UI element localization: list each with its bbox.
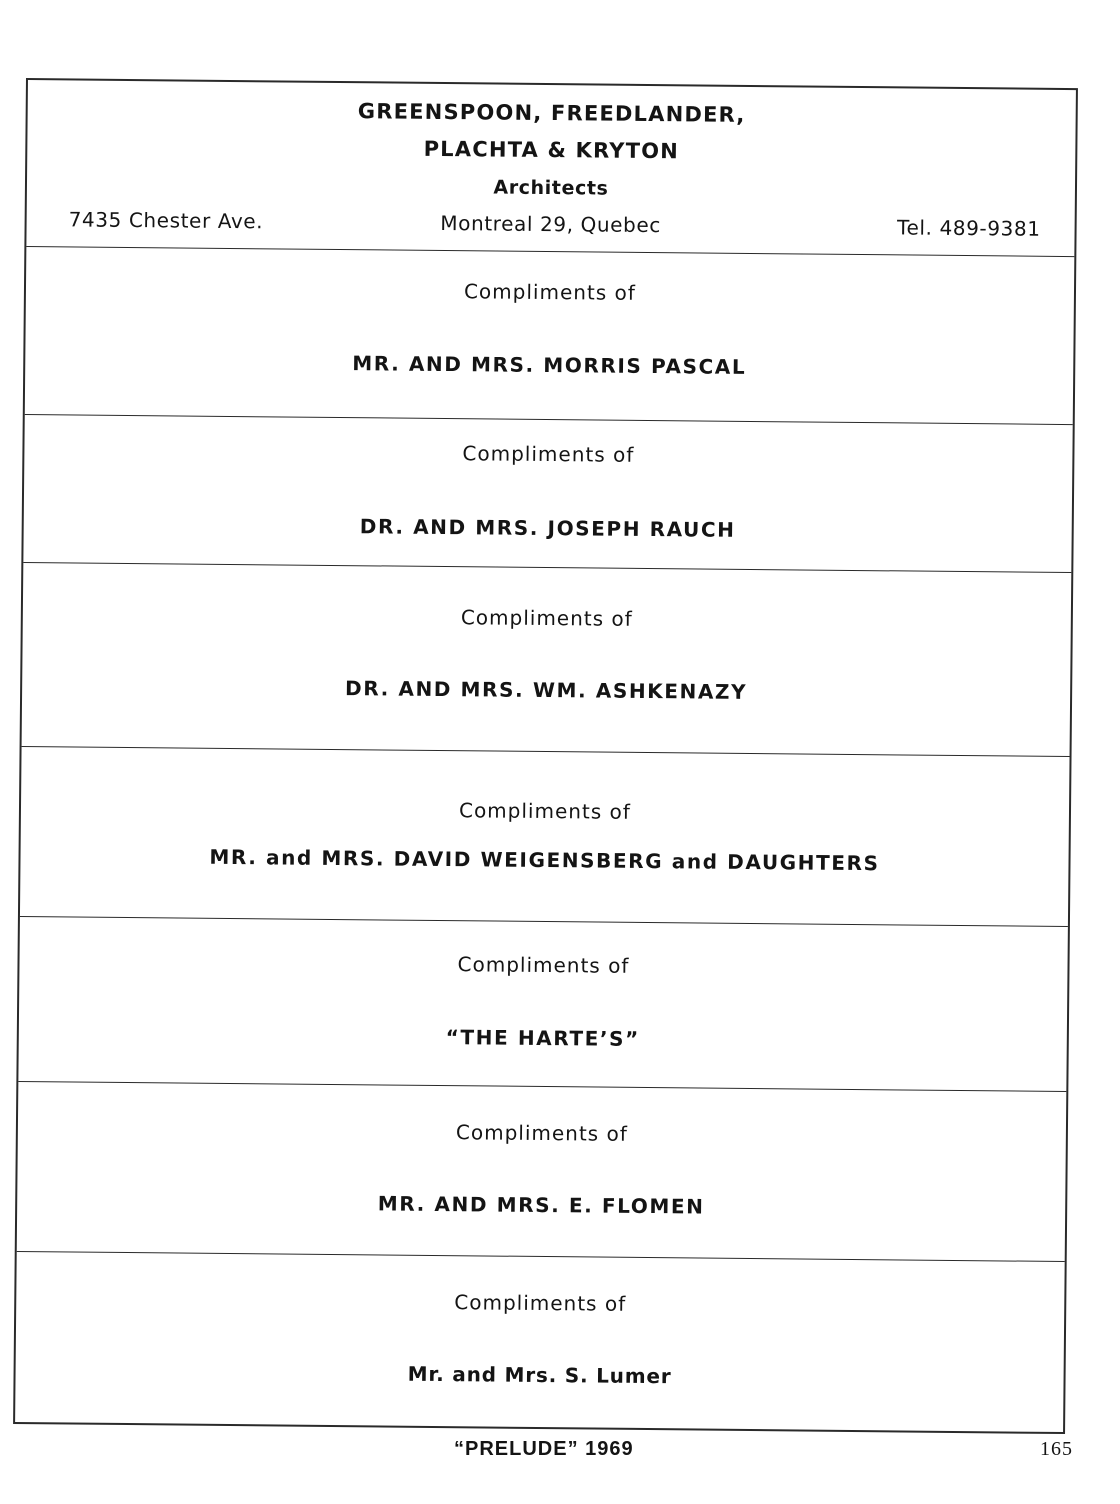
sponsor-name: Mr. and Mrs. S. Lumer <box>407 1361 672 1389</box>
compliments-header: Compliments of <box>463 279 637 305</box>
firm-name-line1: GREENSPOON, FREEDLANDER, <box>357 99 746 127</box>
compliments-header: Compliments of <box>462 441 635 467</box>
firm-city: Montreal 29, Quebec <box>440 210 662 238</box>
compliment-ad-box <box>25 247 1075 425</box>
firm-phone: Tel. 489-9381 <box>897 215 1041 241</box>
firm-name-line2: PLACHTA & KRYTON <box>423 136 680 164</box>
compliment-ad-box <box>20 747 1070 927</box>
sponsor-name: DR. AND MRS. JOSEPH RAUCH <box>359 514 736 542</box>
compliments-header: Compliments of <box>458 798 632 824</box>
architect-ad-box <box>26 80 1076 257</box>
compliment-ad-box <box>23 415 1072 573</box>
compliments-header: Compliments of <box>455 1120 628 1146</box>
compliments-header: Compliments of <box>454 1290 627 1316</box>
compliment-ad-box <box>17 1082 1067 1262</box>
ad-table <box>13 78 1078 1434</box>
publication-title: “PRELUDE” 1969 <box>454 1438 634 1460</box>
compliments-header: Compliments of <box>460 605 633 631</box>
sponsor-name: DR. AND MRS. WM. ASHKENAZY <box>344 676 748 704</box>
page-number: 165 <box>1040 1438 1073 1460</box>
sponsor-name: “THE HARTE’S” <box>445 1025 640 1051</box>
compliment-ad-box <box>15 1252 1065 1436</box>
sponsor-name: MR. AND MRS. E. FLOMEN <box>377 1191 705 1219</box>
firm-street-address: 7435 Chester Ave. <box>68 207 264 234</box>
compliment-ad-box <box>22 563 1072 757</box>
compliment-ad-box <box>18 917 1068 1092</box>
compliments-header: Compliments of <box>457 952 630 978</box>
sponsor-name: MR. AND MRS. MORRIS PASCAL <box>352 351 747 379</box>
sponsor-name: MR. and MRS. DAVID WEIGENSBERG and DAUGHTERS <box>209 844 880 876</box>
firm-role: Architects <box>493 176 609 200</box>
